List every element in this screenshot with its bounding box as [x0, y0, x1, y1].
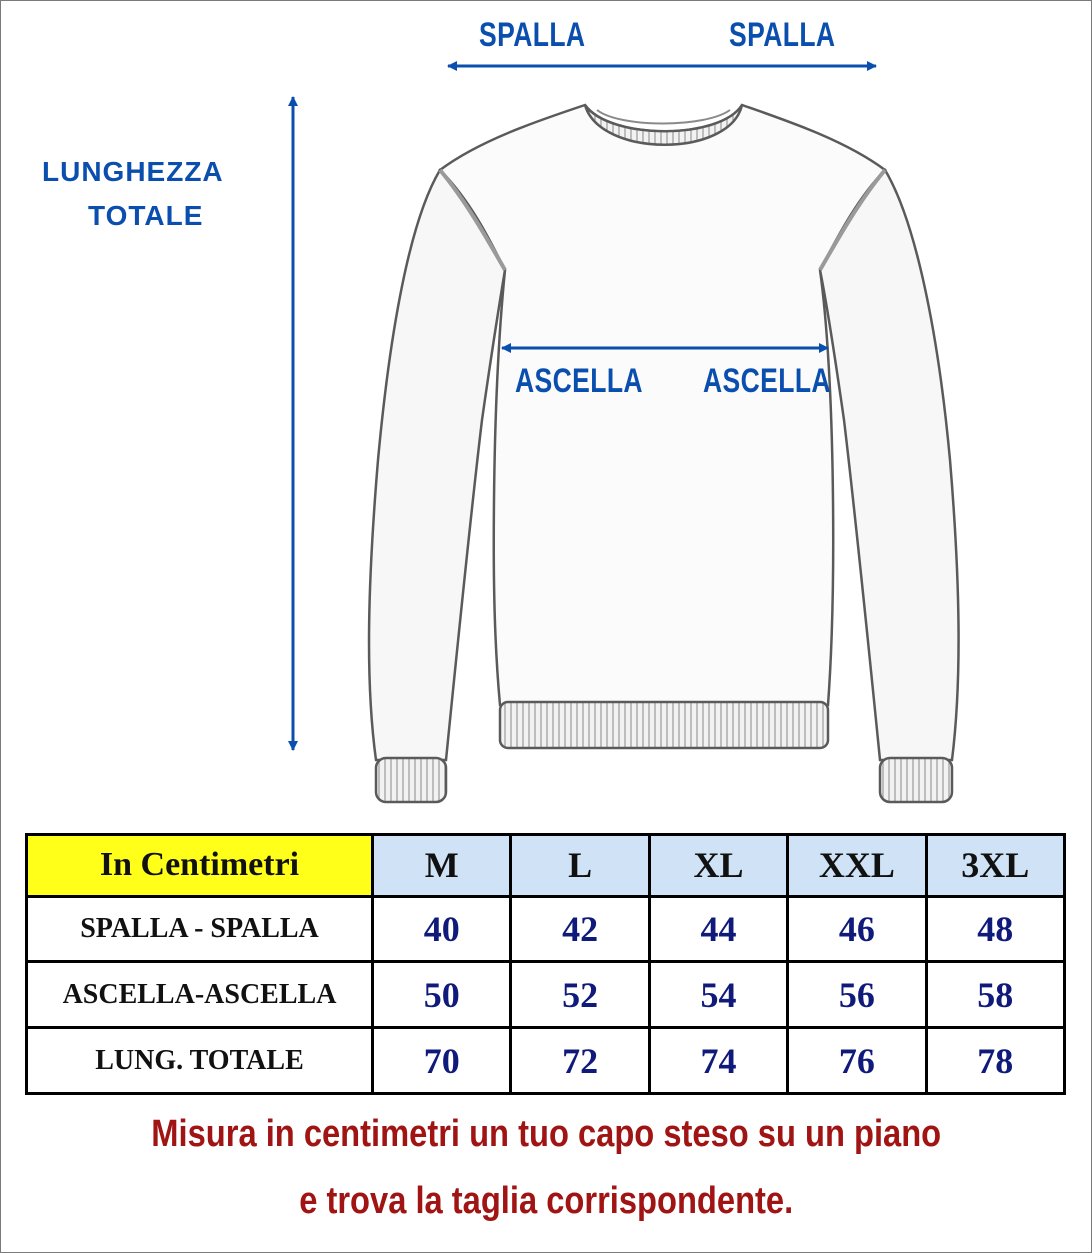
table-header-row — [27, 835, 1065, 897]
table-corner-cell: In Centimetri — [27, 835, 373, 897]
waistband — [500, 702, 828, 748]
size-header-3xl: 3XL — [926, 835, 1064, 897]
table-cell: 70 — [373, 1028, 511, 1094]
table-row — [27, 896, 1065, 962]
table-cell: 54 — [649, 962, 787, 1028]
table-cell: 44 — [649, 896, 787, 962]
row-label-shoulder: SPALLA - SPALLA — [27, 896, 373, 962]
instruction-text-1: Misura in centimetri un tuo capo steso su un piano — [151, 1113, 941, 1155]
table-cell: 46 — [788, 896, 926, 962]
sweater-body — [440, 105, 885, 705]
right-sleeve — [820, 170, 959, 760]
row-label-armpit: ASCELLA-ASCELLA — [27, 962, 373, 1028]
table-cell: 58 — [926, 962, 1064, 1028]
armpit-label-left: ASCELLA — [515, 362, 643, 400]
size-header-xl: XL — [649, 835, 787, 897]
table-cell: 50 — [373, 962, 511, 1028]
table-cell: 56 — [788, 962, 926, 1028]
table-cell: 48 — [926, 896, 1064, 962]
instruction-line-2 — [0, 1180, 1092, 1223]
table-cell: 52 — [511, 962, 649, 1028]
table-row — [27, 1028, 1065, 1094]
left-cuff — [376, 758, 446, 802]
shoulder-label-right: SPALLA — [729, 16, 836, 54]
right-cuff — [880, 758, 952, 802]
table-cell: 72 — [511, 1028, 649, 1094]
left-sleeve — [369, 170, 505, 760]
table-cell: 42 — [511, 896, 649, 962]
size-header-m: M — [373, 835, 511, 897]
length-label-line2: TOTALE — [88, 200, 204, 231]
table-cell: 76 — [788, 1028, 926, 1094]
size-table — [25, 833, 1066, 1095]
table-cell: 40 — [373, 896, 511, 962]
row-label-length: LUNG. TOTALE — [27, 1028, 373, 1094]
armpit-label-right: ASCELLA — [703, 362, 831, 400]
shoulder-label-left: SPALLA — [479, 16, 586, 54]
length-label-line1: LUNGHEZZA — [42, 156, 224, 187]
instruction-text-2: e trova la taglia corrispondente. — [299, 1180, 793, 1222]
size-header-l: L — [511, 835, 649, 897]
table-cell: 74 — [649, 1028, 787, 1094]
table-row — [27, 962, 1065, 1028]
table-cell: 78 — [926, 1028, 1064, 1094]
instruction-line-1 — [0, 1113, 1092, 1156]
size-header-xxl: XXL — [788, 835, 926, 897]
